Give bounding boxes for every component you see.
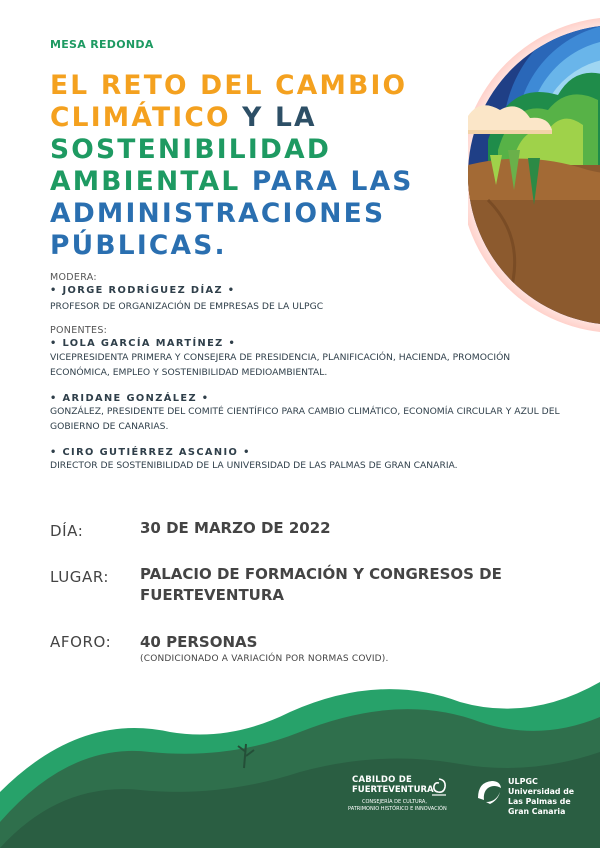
speakers-label: PONENTES: [50, 325, 108, 336]
title-line-3: SOSTENIBILIDAD [50, 134, 332, 165]
cabildo-name-line-1: CABILDO DE [352, 775, 412, 785]
swirl-icon [428, 776, 450, 798]
ulpgc-emblem-icon [474, 776, 504, 806]
title-line-6: PÚBLICAS. [50, 230, 227, 261]
capacity-label: AFORO: [50, 633, 112, 651]
capacity-value: 40 PERSONAS [140, 633, 258, 651]
title-line-2a: CLIMÁTICO [50, 102, 231, 133]
moderator-name: • JORGE RODRÍGUEZ DÍAZ • [50, 285, 236, 296]
title-line-4b: PARA LAS [240, 166, 414, 197]
event-title [50, 70, 470, 262]
speaker-2-name: • ARIDANE GONZÁLEZ • [50, 393, 210, 404]
title-line-2b: Y LA [230, 102, 317, 133]
event-type-label: MESA REDONDA [50, 38, 154, 51]
speaker-1-role: VICEPRESIDENTA PRIMERA Y CONSEJERA DE PRESIDENCIA, PLANIFICACIÓN, HACIENDA, PROMOCIÓN ECONÓMICA, EMPLEO Y SOSTENIBILIDAD MEDIOAMBIENTAL. [50, 352, 511, 378]
place-value: PALACIO DE FORMACIÓN Y CONGRESOS DE FUERTEVENTURA [140, 565, 502, 604]
ulpgc-name-line-2: Las Palmas de [508, 797, 571, 806]
speaker-2-role: GONZÁLEZ, PRESIDENTE DEL COMITÉ CIENTÍFICO PARA CAMBIO CLIMÁTICO, ECONOMÍA CIRCULAR Y AZUL DEL GOBIERNO DE CANARIAS. [50, 406, 560, 432]
title-line-5: ADMINISTRACIONES [50, 198, 386, 229]
moderator-label: MODERA: [50, 272, 97, 283]
moderator-role: PROFESOR DE ORGANIZACIÓN DE EMPRESAS DE LA ULPGC [50, 301, 324, 312]
title-line-1: EL RETO DEL CAMBIO [50, 70, 408, 101]
landscape-footer [0, 672, 600, 848]
ulpgc-name-line-1: Universidad de [508, 787, 575, 796]
ulpgc-acronym: ULPGC [508, 777, 538, 786]
globe-illustration [468, 0, 600, 340]
cabildo-dept-line-1: CONSEJERÍA DE CULTURA, [362, 799, 427, 805]
day-label: DÍA: [50, 522, 84, 540]
day-value: 30 DE MARZO DE 2022 [140, 519, 331, 537]
title-line-4a: AMBIENTAL [50, 166, 241, 197]
cabildo-name-line-2: FUERTEVENTURA [352, 785, 434, 795]
capacity-note: (CONDICIONADO A VARIACIÓN POR NORMAS COVID). [140, 654, 389, 664]
fuerteventura-emblem [428, 776, 450, 798]
speaker-3-role: DIRECTOR DE SOSTENIBILIDAD DE LA UNIVERSIDAD DE LAS PALMAS DE GRAN CANARIA. [50, 460, 458, 471]
ulpgc-name-line-3: Gran Canaria [508, 807, 566, 816]
cabildo-dept-line-2: PATRIMONIO HISTÓRICO E INNOVACIÓN [348, 806, 447, 812]
speaker-3-name: • CIRO GUTIÉRREZ ASCANIO • [50, 447, 251, 458]
speaker-1-name: • LOLA GARCÍA MARTÍNEZ • [50, 338, 237, 349]
place-label: LUGAR: [50, 568, 110, 586]
